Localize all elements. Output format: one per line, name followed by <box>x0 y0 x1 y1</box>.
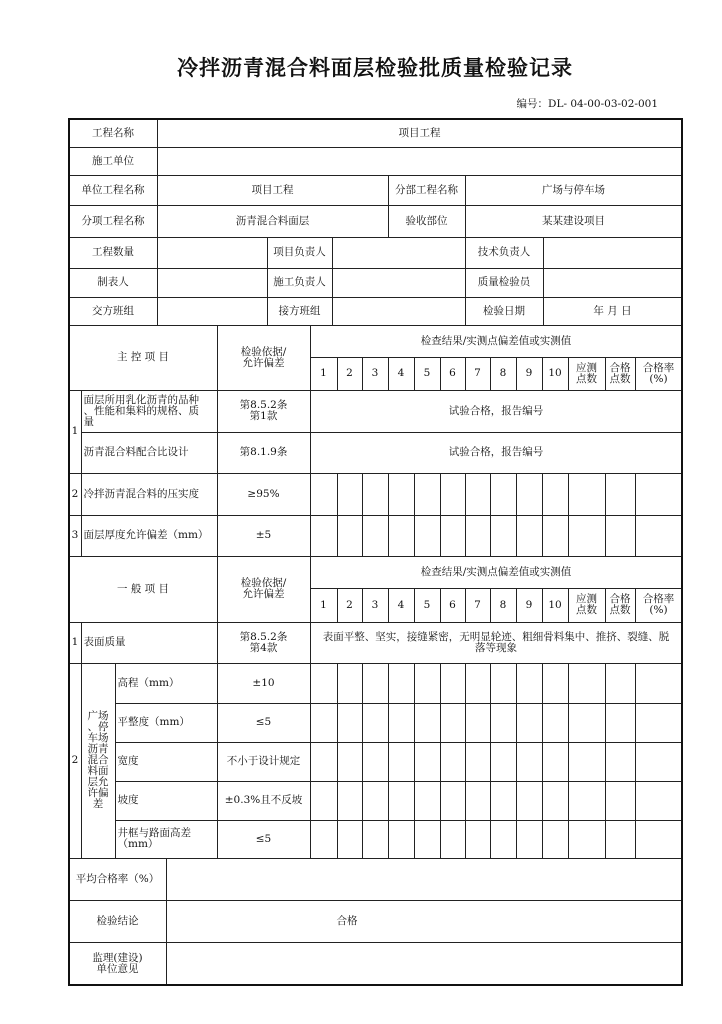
general-value-cell[interactable] <box>635 703 683 743</box>
general-value-cell[interactable] <box>310 820 338 859</box>
item-basis: 第8.1.9条 <box>217 432 311 474</box>
general-section-label: 一 般 项 目 <box>69 556 218 623</box>
main-control-qualified-header: 合格 点数 <box>605 357 636 391</box>
main-control-point-header-6: 6 <box>440 357 466 391</box>
main-control-value-cell[interactable] <box>362 473 389 516</box>
general-value-cell[interactable] <box>362 820 389 859</box>
field-handover-team[interactable] <box>157 297 268 326</box>
general-value-cell[interactable] <box>490 820 517 859</box>
main-control-value-cell[interactable] <box>542 515 569 557</box>
main-control-point-header-10: 10 <box>542 357 569 391</box>
main-control-value-cell[interactable] <box>337 473 363 516</box>
general-value-cell[interactable] <box>605 663 636 704</box>
main-control-point-header-8: 8 <box>490 357 517 391</box>
main-control-point-header-2: 2 <box>337 357 363 391</box>
general-value-cell[interactable] <box>465 742 491 782</box>
main-control-value-cell[interactable] <box>310 515 338 557</box>
general-value-cell[interactable] <box>362 742 389 782</box>
general-value-cell[interactable] <box>388 663 415 704</box>
item-basis: 第8.5.2条 第4款 <box>217 622 311 664</box>
label-construction-unit: 施工单位 <box>69 147 158 176</box>
general-value-cell[interactable] <box>440 820 466 859</box>
general-value-cell[interactable] <box>465 703 491 743</box>
label-handover-team: 交方班组 <box>69 297 158 326</box>
general-value-cell[interactable] <box>337 742 363 782</box>
general-value-cell[interactable] <box>414 742 441 782</box>
general-basis-header: 检验依据/ 允许偏差 <box>217 556 311 623</box>
general-point-header-5: 5 <box>414 588 441 623</box>
item-result[interactable]: 试验合格，报告编号 <box>310 390 683 433</box>
general-rate-header: 合格率 (%) <box>635 588 683 623</box>
page-title: 冷拌沥青混合料面层检验批质量检验记录 <box>177 56 573 80</box>
field-supervisor-opinion[interactable] <box>166 942 683 986</box>
general-value-cell[interactable] <box>310 663 338 704</box>
general-value-cell[interactable] <box>490 663 517 704</box>
item-name: 面层所用乳化沥青的品种 、性能和集料的规格、质 量 <box>81 390 218 433</box>
label-acceptance-part: 验收部位 <box>388 205 466 238</box>
general-value-cell[interactable] <box>568 703 606 743</box>
main-control-value-cell[interactable] <box>337 515 363 557</box>
general-value-cell[interactable] <box>337 703 363 743</box>
label-supervisor-opinion: 监理(建设) 单位意见 <box>69 942 167 986</box>
main-control-point-header-9: 9 <box>516 357 543 391</box>
label-tech-manager: 技术负责人 <box>465 237 544 269</box>
main-control-value-cell[interactable] <box>568 473 606 516</box>
general-value-cell[interactable] <box>388 742 415 782</box>
main-control-basis-header: 检验依据/ 允许偏差 <box>217 325 311 391</box>
general-value-cell[interactable] <box>635 820 683 859</box>
general-value-cell[interactable] <box>362 781 389 821</box>
item-basis: 第8.5.2条 第1款 <box>217 390 311 433</box>
field-construction-unit[interactable] <box>157 147 683 176</box>
general-point-header-7: 7 <box>465 588 491 623</box>
main-control-rate-header: 合格率 (%) <box>635 357 683 391</box>
general-value-cell[interactable] <box>337 820 363 859</box>
general-value-cell[interactable] <box>635 781 683 821</box>
main-control-value-cell[interactable] <box>362 515 389 557</box>
main-control-value-cell[interactable] <box>542 473 569 516</box>
general-value-cell[interactable] <box>440 703 466 743</box>
field-construction-manager[interactable] <box>332 268 466 298</box>
general-value-cell[interactable] <box>440 781 466 821</box>
main-control-value-cell[interactable] <box>388 473 415 516</box>
subitem-name: 平整度（mm） <box>115 703 218 743</box>
label-construction-manager: 施工负责人 <box>267 268 333 298</box>
general-value-cell[interactable] <box>337 663 363 704</box>
general-value-cell[interactable] <box>465 781 491 821</box>
general-value-cell[interactable] <box>542 703 569 743</box>
field-project-manager[interactable] <box>332 237 466 269</box>
label-conclusion: 检验结论 <box>69 900 167 943</box>
general-value-cell[interactable] <box>605 742 636 782</box>
subitem-name: 宽度 <box>115 742 218 782</box>
main-control-value-cell[interactable] <box>440 473 466 516</box>
item-number: 2 <box>69 473 82 516</box>
subitem-basis: ≤5 <box>217 820 311 859</box>
general-value-cell[interactable] <box>605 820 636 859</box>
main-control-value-cell[interactable] <box>516 473 543 516</box>
subitem-basis: ±10 <box>217 663 311 704</box>
main-control-value-cell[interactable] <box>440 515 466 557</box>
general-value-cell[interactable] <box>465 820 491 859</box>
subitem-name: 井框与路面高差 （mm） <box>115 820 218 859</box>
main-control-value-cell[interactable] <box>635 515 683 557</box>
item-basis: ≥95% <box>217 473 311 516</box>
main-control-value-cell[interactable] <box>310 473 338 516</box>
item-number: 1 <box>69 622 82 664</box>
general-value-cell[interactable] <box>388 781 415 821</box>
main-control-value-cell[interactable] <box>465 515 491 557</box>
general-results-header: 检查结果/实测点偏差值或实测值 <box>310 556 683 589</box>
main-control-value-cell[interactable] <box>605 473 636 516</box>
general-value-cell[interactable] <box>440 663 466 704</box>
label-subdivision: 分项工程名称 <box>69 205 158 238</box>
general-value-cell[interactable] <box>388 820 415 859</box>
main-control-point-header-7: 7 <box>465 357 491 391</box>
item-result[interactable]: 试验合格，报告编号 <box>310 432 683 474</box>
general-value-cell[interactable] <box>362 663 389 704</box>
item-name: 冷拌沥青混合料的压实度 <box>81 473 218 516</box>
general-value-cell[interactable] <box>568 781 606 821</box>
main-control-value-cell[interactable] <box>568 515 606 557</box>
general-point-header-4: 4 <box>388 588 415 623</box>
main-control-point-header-1: 1 <box>310 357 338 391</box>
label-inspector: 质量检验员 <box>465 268 544 298</box>
general-value-cell[interactable] <box>310 781 338 821</box>
general-value-cell[interactable] <box>414 703 441 743</box>
document-code: 编号：DL- 04-00-03-02-001 <box>516 98 658 110</box>
item-basis: ±5 <box>217 515 311 557</box>
general-value-cell[interactable] <box>490 703 517 743</box>
main-control-point-header-3: 3 <box>362 357 389 391</box>
main-control-value-cell[interactable] <box>516 515 543 557</box>
general-value-cell[interactable] <box>568 820 606 859</box>
general-value-cell[interactable] <box>635 663 683 704</box>
general-value-cell[interactable] <box>568 663 606 704</box>
general-point-header-3: 3 <box>362 588 389 623</box>
field-tech-manager[interactable] <box>543 237 683 269</box>
field-acceptance-part[interactable]: 某某建设项目 <box>465 205 683 238</box>
main-control-should-measure-header: 应测 点数 <box>568 357 606 391</box>
general-value-cell[interactable] <box>516 742 543 782</box>
field-unit-project[interactable]: 项目工程 <box>157 175 389 206</box>
main-control-value-cell[interactable] <box>414 473 441 516</box>
general-value-cell[interactable] <box>568 742 606 782</box>
main-control-value-cell[interactable] <box>605 515 636 557</box>
general-value-cell[interactable] <box>542 663 569 704</box>
item-number: 1 <box>69 390 82 474</box>
item-number: 2 <box>69 663 82 859</box>
field-inspection-date[interactable]: 年 月 日 <box>543 297 683 326</box>
label-receiver-team: 接方班组 <box>267 297 333 326</box>
subitem-name: 坡度 <box>115 781 218 821</box>
general-point-header-6: 6 <box>440 588 466 623</box>
general-should-measure-header: 应测 点数 <box>568 588 606 623</box>
field-division[interactable]: 广场与停车场 <box>465 175 683 206</box>
item-number: 3 <box>69 515 82 557</box>
label-project-manager: 项目负责人 <box>267 237 333 269</box>
item-group-label: 广场 、停 车场 沥青 混合 料面 层允 许偏 差 <box>81 663 116 859</box>
field-inspector[interactable] <box>543 268 683 298</box>
label-inspection-date: 检验日期 <box>465 297 544 326</box>
field-receiver-team[interactable] <box>332 297 466 326</box>
subitem-basis: 不小于设计规定 <box>217 742 311 782</box>
general-point-header-1: 1 <box>310 588 338 623</box>
label-quantity: 工程数量 <box>69 237 158 269</box>
field-conclusion[interactable]: 合格 <box>166 900 683 943</box>
item-name: 面层厚度允许偏差（mm） <box>81 515 218 557</box>
item-name: 沥青混合料配合比设计 <box>81 432 218 474</box>
main-control-point-header-5: 5 <box>414 357 441 391</box>
general-point-header-10: 10 <box>542 588 569 623</box>
main-control-results-header: 检查结果/实测点偏差值或实测值 <box>310 325 683 358</box>
label-tabulator: 制表人 <box>69 268 158 298</box>
main-control-value-cell[interactable] <box>465 473 491 516</box>
general-value-cell[interactable] <box>516 703 543 743</box>
general-point-header-8: 8 <box>490 588 517 623</box>
general-value-cell[interactable] <box>542 742 569 782</box>
general-value-cell[interactable] <box>465 663 491 704</box>
main-control-value-cell[interactable] <box>490 473 517 516</box>
general-value-cell[interactable] <box>605 703 636 743</box>
general-value-cell[interactable] <box>414 781 441 821</box>
general-value-cell[interactable] <box>388 703 415 743</box>
main-control-value-cell[interactable] <box>388 515 415 557</box>
field-quantity[interactable] <box>157 237 268 269</box>
general-value-cell[interactable] <box>414 663 441 704</box>
general-value-cell[interactable] <box>310 742 338 782</box>
general-value-cell[interactable] <box>542 781 569 821</box>
main-control-section-label: 主 控 项 目 <box>69 325 218 391</box>
field-tabulator[interactable] <box>157 268 268 298</box>
general-value-cell[interactable] <box>414 820 441 859</box>
general-point-header-9: 9 <box>516 588 543 623</box>
subitem-basis: ±0.3%且不反坡 <box>217 781 311 821</box>
label-project-name: 工程名称 <box>69 119 158 148</box>
general-value-cell[interactable] <box>310 703 338 743</box>
general-value-cell[interactable] <box>490 781 517 821</box>
item-result[interactable]: 表面平整、坚实，接缝紧密，无明显轮迹、粗细骨料集中、推挤、裂缝、脱 落等现象 <box>310 622 683 664</box>
general-value-cell[interactable] <box>605 781 636 821</box>
field-project-name[interactable]: 项目工程 <box>157 119 683 148</box>
general-value-cell[interactable] <box>337 781 363 821</box>
field-subdivision[interactable]: 沥青混合料面层 <box>157 205 389 238</box>
general-value-cell[interactable] <box>542 820 569 859</box>
main-control-value-cell[interactable] <box>635 473 683 516</box>
main-control-value-cell[interactable] <box>414 515 441 557</box>
subitem-name: 高程（mm） <box>115 663 218 704</box>
general-value-cell[interactable] <box>635 742 683 782</box>
field-average-rate[interactable] <box>166 858 683 901</box>
label-division: 分部工程名称 <box>388 175 466 206</box>
general-qualified-header: 合格 点数 <box>605 588 636 623</box>
general-value-cell[interactable] <box>362 703 389 743</box>
main-control-value-cell[interactable] <box>490 515 517 557</box>
general-value-cell[interactable] <box>440 742 466 782</box>
general-value-cell[interactable] <box>490 742 517 782</box>
item-name: 表面质量 <box>81 622 218 664</box>
label-unit-project: 单位工程名称 <box>69 175 158 206</box>
general-point-header-2: 2 <box>337 588 363 623</box>
general-value-cell[interactable] <box>516 820 543 859</box>
main-control-point-header-4: 4 <box>388 357 415 391</box>
general-value-cell[interactable] <box>516 663 543 704</box>
general-value-cell[interactable] <box>516 781 543 821</box>
subitem-basis: ≤5 <box>217 703 311 743</box>
label-average-rate: 平均合格率（%） <box>69 858 167 901</box>
